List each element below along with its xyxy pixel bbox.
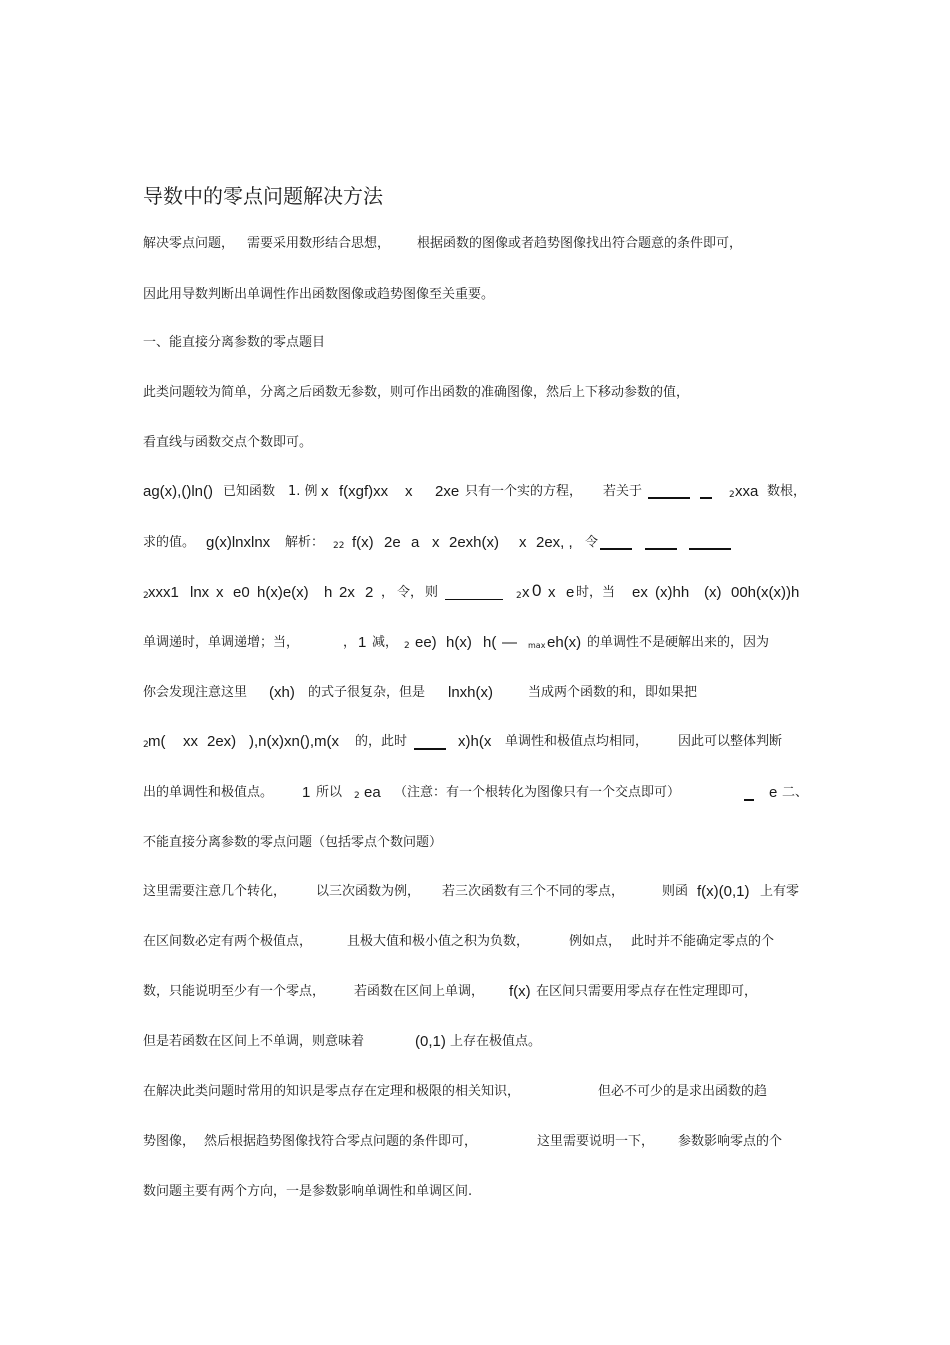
math-run: lnxh(x) — [448, 684, 494, 701]
text-run: 减， — [372, 635, 399, 650]
text-run: 则 — [425, 585, 439, 600]
math-run: x — [519, 534, 527, 551]
math-run: 2 — [365, 584, 374, 601]
text-run: 令， — [397, 585, 424, 600]
math-run: 2ex, , — [536, 534, 573, 551]
text-run: 根据函数的图像或者趋势图像找出符合题意的条件即可， — [417, 236, 743, 251]
text-run: 的单调性不是硬解出来的，因为 — [587, 635, 770, 650]
text-run: 单调性和极值点均相同， — [505, 734, 649, 749]
text-run: 所以 — [316, 785, 343, 800]
text-run: 在区间数必定有两个极值点， — [143, 934, 313, 949]
math-run: x — [321, 483, 329, 500]
text-run: 已知函数 — [223, 484, 276, 499]
text-run: 以三次函数为例， — [316, 884, 421, 899]
math-run: 2xe — [435, 483, 460, 500]
superscript: 2 — [143, 740, 149, 750]
text-run: 上有零 — [760, 884, 800, 899]
text-run: 你会发现注意这里 — [143, 685, 248, 700]
text-run: 一、能直接分离参数的零点题目 — [143, 335, 326, 350]
text-run: 解析： — [285, 535, 325, 550]
math-run: 1 — [302, 784, 311, 801]
math-run: h — [324, 584, 333, 601]
math-run: 2x — [339, 584, 355, 601]
math-run: x — [405, 483, 413, 500]
math-run: 2e — [384, 534, 401, 551]
fraction-rule — [700, 491, 712, 507]
math-run: g(x)lnxlnx — [206, 534, 271, 551]
math-run: xx — [183, 733, 198, 750]
text-run: 这里需要注意几个转化， — [143, 884, 287, 899]
math-run: (0,1) — [415, 1033, 446, 1050]
math-run: x — [432, 534, 440, 551]
superscript: 2 — [354, 791, 360, 801]
text-run: 若函数在区间上单调， — [354, 984, 485, 999]
text-run: 的，此时 — [355, 734, 408, 749]
math-run: f(x) — [352, 534, 374, 551]
text-run: 二、 — [782, 785, 809, 800]
text-run: 若关于 — [603, 484, 643, 499]
math-run: e — [769, 784, 778, 801]
text-run: 不能直接分离参数的零点问题（包括零点个数问题） — [143, 835, 443, 850]
math-run: ),n(x)xn(),m(x — [249, 733, 339, 750]
text-run: ， — [381, 585, 395, 600]
text-run: 参数影响零点的个 — [678, 1134, 783, 1149]
text-run: 时，当 — [576, 585, 616, 600]
superscript: 22 — [333, 541, 345, 551]
math-run: m( — [148, 733, 166, 750]
math-run: 1 — [358, 634, 367, 651]
text-run: 且极大值和极小值之积为负数， — [347, 934, 530, 949]
math-run: ex — [632, 584, 648, 601]
math-run: (xh) — [269, 684, 295, 701]
text-run: 此类问题较为简单，分离之后函数无参数，则可作出函数的准确图像，然后上下移动参数的值， — [143, 385, 690, 400]
text-run: 数问题主要有两个方向，一是参数影响单调性和单调区间. — [143, 1184, 473, 1199]
subscript: max — [528, 641, 546, 650]
math-run: eh(x) — [547, 634, 582, 651]
math-run: — — [502, 634, 517, 651]
text-run: 在区间只需要用零点存在性定理即可， — [536, 984, 758, 999]
math-run: f(x) — [509, 983, 531, 1000]
superscript: 2 — [143, 591, 149, 601]
math-run: ee) — [415, 634, 437, 651]
text-run: 因此用导数判断出单调性作出函数图像或趋势图像至关重要。 — [143, 287, 495, 302]
superscript: 2 — [404, 641, 410, 651]
page-title: 导数中的零点问题解决方法 — [143, 184, 383, 208]
math-run: x)h(x — [458, 733, 492, 750]
text-run: 单调递时，单调递增；当， — [143, 635, 300, 650]
text-run: 则函 — [662, 884, 689, 899]
superscript: 2 — [516, 591, 522, 601]
superscript: 2 — [729, 490, 735, 500]
text-run: 看直线与函数交点个数即可。 — [143, 435, 313, 450]
math-run: h( — [483, 634, 497, 651]
math-run: e — [566, 584, 575, 601]
math-run: h(x)e(x) — [257, 584, 309, 601]
text-run: 这里需要说明一下， — [537, 1134, 655, 1149]
text-run: 上存在极值点。 — [450, 1034, 542, 1049]
fraction-rule — [414, 742, 446, 758]
text-run: 然后根据趋势图像找符合零点问题的条件即可， — [204, 1134, 478, 1149]
math-run: lnx — [190, 584, 210, 601]
text-run: 的式子很复杂，但是 — [308, 685, 426, 700]
text-run: 求的值。 — [143, 535, 196, 550]
text-run: 需要采用数形结合思想， — [247, 236, 391, 251]
fraction-rule — [648, 491, 690, 507]
math-run: xxa — [735, 483, 759, 500]
math-run: f(xgf)xx — [339, 483, 389, 500]
fraction-rule — [645, 542, 677, 558]
math-run: 00h(x(x))h — [731, 584, 800, 601]
text-run: 但必不可少的是求出函数的趋 — [598, 1084, 768, 1099]
math-run: e0 — [233, 584, 250, 601]
text-run: 当成两个函数的和，即如果把 — [528, 685, 698, 700]
math-run: ag(x),()ln() — [143, 483, 213, 500]
math-run: h(x) — [446, 634, 472, 651]
text-run: 势图像， — [143, 1134, 196, 1149]
text-run: 出的单调性和极值点。 — [143, 785, 274, 800]
text-run: 若三次函数有三个不同的零点， — [442, 884, 625, 899]
fraction-rule — [689, 542, 731, 558]
math-run: 2exh(x) — [449, 534, 500, 551]
text-run: 数，只能说明至少有一个零点， — [143, 984, 326, 999]
text-run: 1. 例 — [288, 484, 318, 499]
text-run: 因此可以整体判断 — [678, 734, 783, 749]
text-run: 在解决此类问题时常用的知识是零点存在定理和极限的相关知识， — [143, 1084, 521, 1099]
math-run: x — [548, 584, 556, 601]
math-run: (x) — [704, 584, 722, 601]
math-run: a — [411, 534, 420, 551]
math-run: ea — [364, 784, 381, 801]
fraction-rule — [744, 793, 754, 809]
math-run: x — [522, 584, 530, 601]
math-run: (x)hh — [655, 584, 690, 601]
text-run: 但是若函数在区间上不单调，则意味着 — [143, 1034, 365, 1049]
text-run: 此时并不能确定零点的个 — [631, 934, 775, 949]
text-run: 只有一个实的方程， — [465, 484, 583, 499]
math-run: 0 — [532, 581, 542, 600]
text-run: ， — [343, 635, 357, 650]
math-run: x — [216, 584, 224, 601]
fraction-rule — [445, 593, 503, 609]
fraction-rule — [600, 542, 632, 558]
text-run: （注意：有一个根转化为图像只有一个交点即可） — [394, 785, 681, 800]
math-run: f(x)(0,1) — [697, 883, 750, 900]
text-run: 解决零点问题， — [143, 236, 235, 251]
math-run: xxx1 — [148, 584, 179, 601]
math-run: 2ex) — [207, 733, 237, 750]
text-run: 数根， — [767, 484, 807, 499]
text-run: 例如点， — [569, 934, 622, 949]
text-run: 令 — [585, 535, 599, 550]
